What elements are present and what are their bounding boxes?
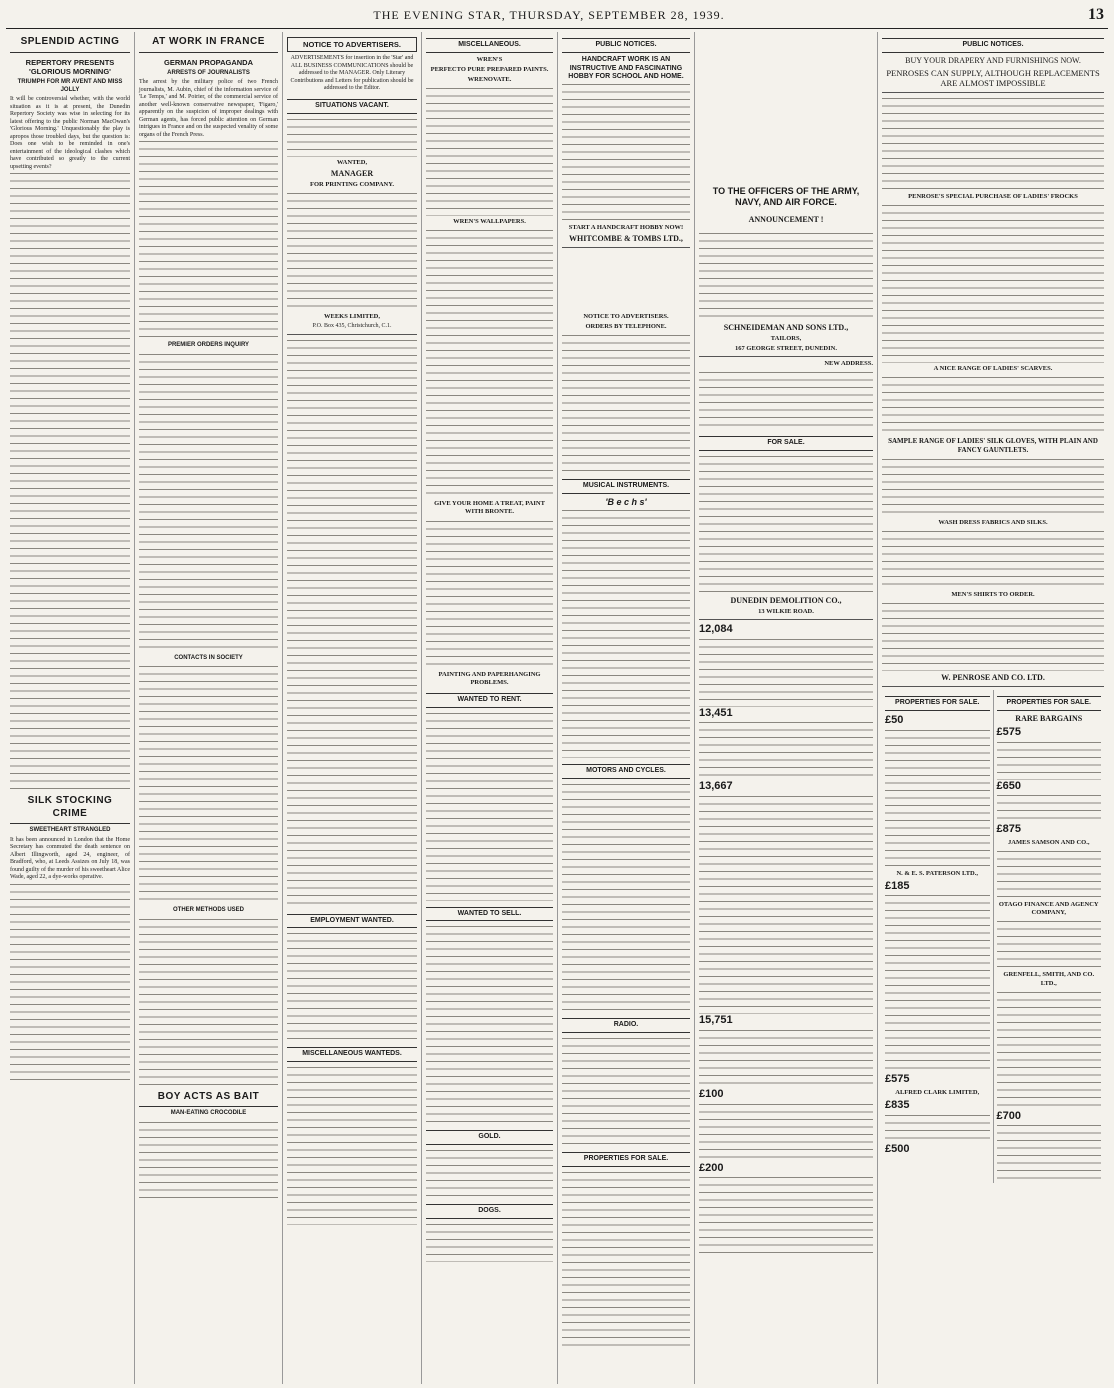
- headline-silk-stocking: SILK STOCKING CRIME: [10, 795, 130, 824]
- schneideman-sons: SCHNEIDEMAN AND SONS LTD.,: [723, 322, 849, 332]
- ad-block: [882, 457, 1104, 517]
- divider: [562, 247, 690, 248]
- ad-block: [885, 728, 990, 868]
- kicker-triumph: TRIUMPH FOR MR AVENT AND MISS JOLLY: [17, 79, 123, 93]
- headline-boy-acts-as-bait: BOY ACTS AS BAIT: [139, 1091, 278, 1108]
- ad-block: [997, 1123, 1102, 1183]
- section-other-methods: OTHER METHODS USED: [172, 907, 244, 914]
- whitcombe-tombs: WHITCOMBE & TOMBS LTD.,: [569, 234, 683, 244]
- officers-title: TO THE OFFICERS OF THE ARMY, NAVY, AND AIR FORCE.: [712, 186, 860, 208]
- price-13667: 13,667: [699, 780, 733, 793]
- divider: [287, 334, 417, 335]
- divider: [882, 92, 1104, 93]
- wrens-wallpapers: WREN'S WALLPAPERS.: [453, 218, 526, 226]
- ad-block: [997, 740, 1102, 780]
- heading-situations-vacant: SITUATIONS VACANT.: [287, 99, 417, 114]
- heading-miscellaneous: MISCELLANEOUS.: [426, 38, 553, 53]
- notice-to-advertisers-body: ADVERTISEMENTS for insertion in the 'Star' and ALL BUSINESS COMMUNICATIONS should be addressed to the MANAGER. Only Literary Contributions and Letters for publication should be addressed to the Editor.: [290, 55, 414, 92]
- column-grid: [6, 32, 1108, 1384]
- ad-block: [997, 990, 1102, 1110]
- subhead-german-propaganda: GERMAN PROPAGANDA: [163, 57, 254, 67]
- column-2: [135, 32, 283, 1384]
- heading-radio: RADIO.: [562, 1018, 690, 1033]
- tailors-label: TAILORS,: [770, 334, 802, 342]
- subhead-repertory: REPERTORY PRESENTS 'GLORIOUS MORNING': [25, 57, 115, 76]
- ad-block: [426, 711, 553, 901]
- wrens-brand: WREN'S: [476, 55, 503, 63]
- price-50: £50: [885, 713, 904, 726]
- ad-block: [426, 228, 553, 498]
- wrenovate: WRENOVATE.: [467, 76, 512, 83]
- price-835: £835: [885, 1099, 910, 1112]
- price-200: £200: [699, 1161, 724, 1174]
- ad-block: [997, 919, 1102, 969]
- headline-at-work-in-france: AT WORK IN FRANCE: [139, 36, 278, 53]
- scarves-heading: A NICE RANGE OF LADIES' SCARVES.: [933, 365, 1053, 373]
- otago-finance: OTAGO FINANCE AND AGENCY COMPANY,: [998, 901, 1099, 917]
- demolition-address: 13 WILKIE ROAD.: [758, 607, 814, 615]
- ad-block: [562, 1170, 690, 1350]
- heading-public-notices: PUBLIC NOTICES.: [562, 38, 690, 53]
- wrens-paints: PERFECTO PURE PREPARED PAINTS.: [430, 65, 549, 73]
- spacer: [699, 32, 873, 182]
- section-body: [139, 917, 278, 1087]
- ad-block: [882, 601, 1104, 671]
- ad-block: [287, 1065, 417, 1225]
- divider: [699, 356, 873, 357]
- price-500: £500: [885, 1143, 910, 1155]
- manager-sub: FOR PRINTING COMPANY.: [310, 180, 394, 188]
- column-1: [6, 32, 135, 1384]
- ad-block: [882, 375, 1104, 435]
- ad-block: [882, 203, 1104, 363]
- paterson-ltd: N. & E. S. PATERSON LTD.,: [896, 869, 978, 877]
- alfred-clark: ALFRED CLARK LIMITED,: [895, 1089, 980, 1097]
- wash-fabrics-heading: WASH DRESS FABRICS AND SILKS.: [938, 518, 1048, 526]
- ad-block: [287, 931, 417, 1041]
- wanted-line: WANTED,: [336, 158, 368, 166]
- dunedin-demolition: DUNEDIN DEMOLITION CO.,: [730, 595, 842, 605]
- ad-block: [997, 793, 1102, 823]
- handcraft-title: HANDCRAFT WORK IS AN INSTRUCTIVE AND FASCINATING HOBBY FOR SCHOOL AND HOME.: [568, 55, 684, 81]
- heading-dogs: DOGS.: [426, 1204, 553, 1219]
- ad-block: [699, 231, 873, 321]
- column-3: [283, 32, 422, 1384]
- ad-block: [885, 1113, 990, 1143]
- divider: [882, 686, 1104, 687]
- ad-block: [426, 1222, 553, 1262]
- painting-problems: PAINTING AND PAPERHANGING PROBLEMS.: [438, 670, 541, 686]
- article-body-2: It has been announced in London that the Home Secretary has commuted the death sentence on Albert Illingworth, aged 24, engineer, of Bradford, who, at Leeds Assizes on July 18, was found guilty of the murder of his sweetheart Alice Wade, aged 22, a dye-works operative.: [10, 836, 130, 881]
- masthead-title: THE EVENING STAR, THURSDAY, SEPTEMBER 28, 1939.: [373, 8, 725, 22]
- orders-by-telephone: ORDERS BY TELEPHONE.: [585, 323, 667, 331]
- article-body: The arrest by the military police of two French journalists, M. Aubin, chief of the information service of 'Le Temps,' and M. Poirier, of the commercial service of another well-known conservative newspaper, 'Figaro,' apparently on the suspicion of improper dealings with German agents, has forced public attention on German intrigues in France and on the suspected venality of some organs of the French Press.: [139, 79, 278, 138]
- schneideman-address: 167 GEORGE STREET, DUNEDIN.: [735, 344, 837, 352]
- heading-musical-instruments: MUSICAL INSTRUMENTS.: [562, 479, 690, 494]
- heading-for-sale: FOR SALE.: [699, 436, 873, 451]
- bechstein-brand: 'B e c h s': [605, 497, 647, 508]
- properties-left: [882, 690, 993, 1183]
- heading-properties-right: PROPERTIES FOR SALE.: [997, 696, 1102, 711]
- section-body: [139, 664, 278, 904]
- price-575: £575: [996, 725, 1021, 738]
- notice-to-advertisers-2: NOTICE TO ADVERTISERS.: [583, 313, 669, 321]
- heading-properties-for-sale: PROPERTIES FOR SALE.: [562, 1152, 690, 1167]
- heading-public-notices-2: PUBLIC NOTICES.: [882, 38, 1104, 53]
- section-body: [139, 1120, 278, 1200]
- heading-gold: GOLD.: [426, 1130, 553, 1145]
- section-premier-orders: PREMIER ORDERS INQUIRY: [167, 342, 250, 349]
- price-650: £650: [996, 779, 1021, 792]
- weeks-limited: WEEKS LIMITED,: [324, 312, 380, 320]
- ad-block: [699, 1028, 873, 1088]
- properties-split: [882, 690, 1104, 1183]
- heading-motors-cycles: MOTORS AND CYCLES.: [562, 764, 690, 779]
- ad-block: [699, 370, 873, 430]
- price-12084: 12,084: [699, 622, 733, 635]
- ad-block: [885, 893, 990, 1073]
- article-continuation: [10, 171, 130, 791]
- ad-block: [882, 96, 1104, 191]
- article-continuation-2: [10, 882, 130, 1082]
- heading-wanted-to-rent: WANTED TO RENT.: [426, 693, 553, 708]
- ad-block: [882, 529, 1104, 589]
- page-number: 13: [1088, 6, 1104, 23]
- frocks-heading: PENROSE'S SPECIAL PURCHASE OF LADIES' FROCKS: [908, 193, 1078, 200]
- ad-block: [699, 637, 873, 707]
- article-body: It will be controversial whether, with the world situation as it is at present, the Dunedin Repertory Society was wise in selecting for its latest offering to the public Norman MacOwan's 'Glorious Morning.' Unquestionably the play is apropos those troubled days, but the question is: Does one wish to be reminded in one's entertainment of the ideological clashes which have contributed so greatly to the current upsetting events?: [10, 96, 130, 170]
- spacer: [562, 251, 690, 311]
- kicker-sweetheart: SWEETHEART STRANGLED: [29, 827, 111, 834]
- announcement: ANNOUNCEMENT !: [748, 214, 824, 224]
- ad-block: [287, 338, 417, 908]
- penrose-title: PENROSES CAN SUPPLY, ALTHOUGH REPLACEMENTS ARE ALMOST IMPOSSIBLE: [886, 67, 1100, 89]
- manager-line: MANAGER: [330, 168, 374, 178]
- section-body: [139, 352, 278, 652]
- price-185: £185: [885, 879, 910, 892]
- headline-splendid-acting: SPLENDID ACTING: [10, 36, 130, 53]
- price-100: £100: [699, 1087, 724, 1100]
- grenfell-smith: GRENFELL, SMITH, AND CO. LTD.,: [1003, 971, 1095, 987]
- ad-block: [562, 782, 690, 1012]
- mens-shirts-heading: MEN'S SHIRTS TO ORDER.: [951, 590, 1035, 598]
- drapery-banner: BUY YOUR DRAPERY AND FURNISHINGS NOW.: [905, 55, 1081, 65]
- ad-block: [562, 82, 690, 222]
- kicker-crocodile: MAN-EATING CROCODILE: [170, 1110, 247, 1117]
- ad-block: [699, 1175, 873, 1255]
- section-contacts-society: CONTACTS IN SOCIETY: [174, 654, 243, 661]
- price-15751: 15,751: [699, 1014, 733, 1026]
- price-875: £875: [996, 823, 1021, 836]
- price-13451: 13,451: [699, 706, 733, 719]
- ad-block: [287, 191, 417, 311]
- column-7: [878, 32, 1108, 1384]
- heading-wanted-to-sell: WANTED TO SELL.: [426, 907, 553, 922]
- properties-right: [993, 690, 1105, 1183]
- ad-block: [562, 1036, 690, 1146]
- divider: [699, 619, 873, 620]
- ad-block: [426, 924, 553, 1124]
- price-700: £700: [996, 1109, 1021, 1122]
- ad-block: [699, 720, 873, 780]
- ad-block: [426, 86, 553, 216]
- heading-properties-left: PROPERTIES FOR SALE.: [885, 696, 990, 711]
- ad-block: [426, 1148, 553, 1198]
- heading-misc-wanteds: MISCELLANEOUS WANTEDS.: [287, 1047, 417, 1062]
- ad-block: [562, 333, 690, 473]
- notice-to-advertisers-title: NOTICE TO ADVERTISERS.: [287, 37, 417, 52]
- penrose-footer: W. PENROSE AND CO. LTD.: [941, 673, 1045, 682]
- column-6: [695, 32, 878, 1384]
- ad-block: [699, 794, 873, 1014]
- gloves-heading: SAMPLE RANGE OF LADIES' SILK GLOVES, WITH PLAIN AND FANCY GAUNTLETS.: [888, 437, 1098, 454]
- masthead: [6, 6, 1108, 29]
- ad-block: [699, 454, 873, 594]
- price-575b: £575: [885, 1073, 910, 1086]
- kicker-arrests: ARRESTS OF JOURNALISTS: [167, 69, 250, 76]
- ad-block: [699, 1102, 873, 1162]
- rare-bargains: RARE BARGAINS: [1015, 713, 1083, 723]
- james-samson: JAMES SAMSON AND CO.,: [1008, 839, 1090, 846]
- ad-block: [997, 849, 1102, 899]
- article-continuation: [139, 139, 278, 339]
- column-5: [558, 32, 695, 1384]
- ad-block: [287, 117, 417, 157]
- heading-employment-wanted: EMPLOYMENT WANTED.: [287, 914, 417, 929]
- new-address: NEW ADDRESS.: [824, 359, 873, 367]
- handcraft-cta: START A HANDCRAFT HOBBY NOW!: [568, 224, 684, 231]
- weeks-address: P.O. Box 435, Christchurch, C.1.: [312, 323, 392, 329]
- bronte-paint: GIVE YOUR HOME A TREAT, PAINT WITH BRONTE.: [434, 500, 545, 516]
- ad-block: [562, 508, 690, 758]
- column-4: [422, 32, 558, 1384]
- ad-block: [426, 519, 553, 669]
